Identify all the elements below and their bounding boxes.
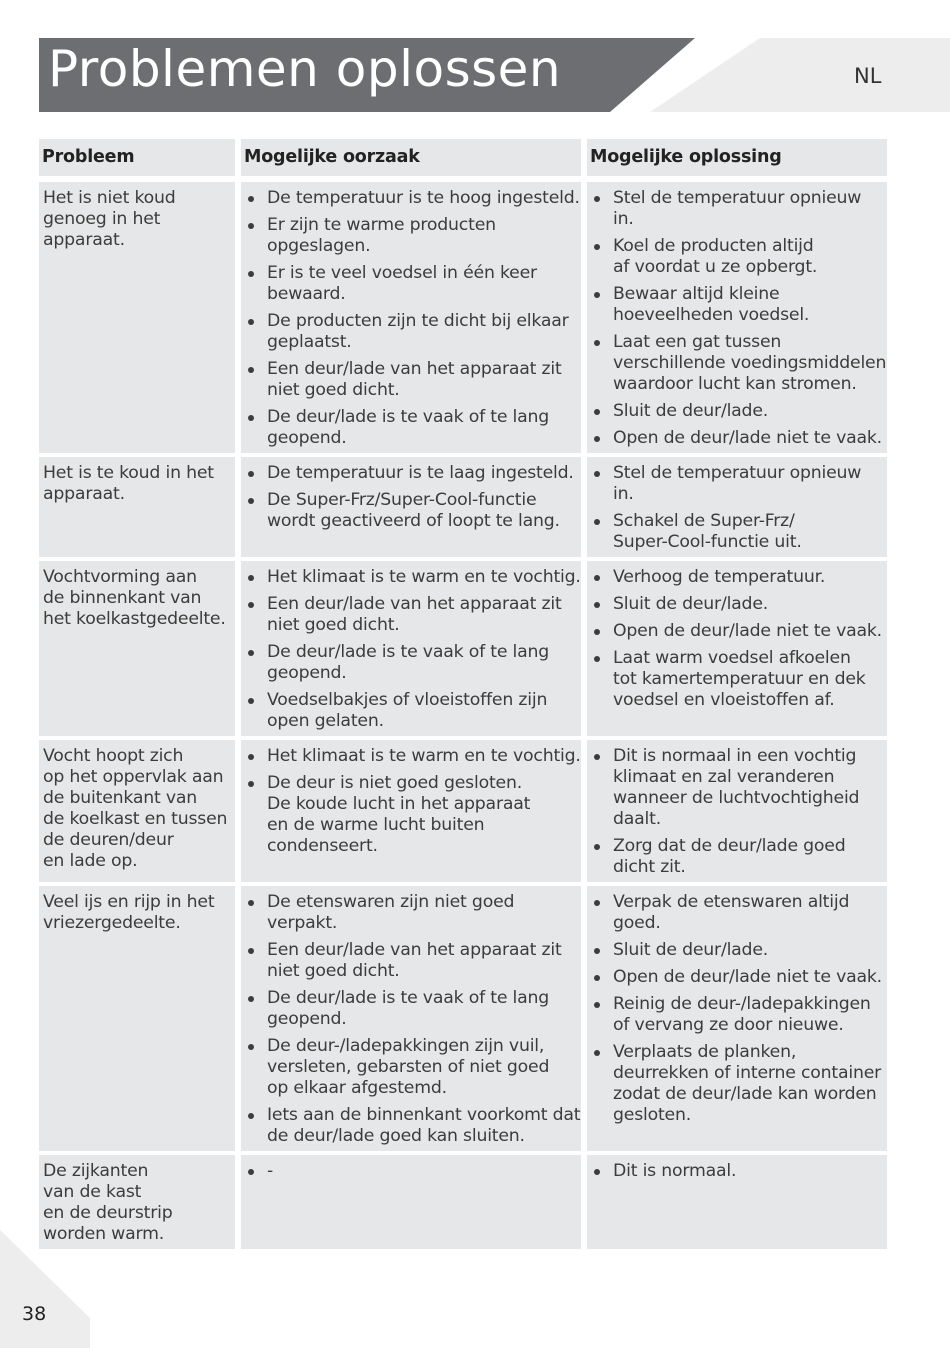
cause-item: Het klimaat is te warm en te vochtig. [245, 746, 581, 767]
cause-cell [241, 182, 581, 453]
header-cause: Mogelijke oorzaak [241, 139, 581, 176]
cause-item: Een deur/lade van het apparaat zit niet goed dicht. [245, 940, 581, 982]
solution-item: Verpak de etenswaren altijd goed. [591, 892, 887, 934]
solution-item: Sluit de deur/lade. [591, 940, 887, 961]
problem-text: Vochtvorming aan de binnenkant van het koelkastgedeelte. [43, 567, 226, 629]
cause-item: De deur-/ladepakkingen zijn vuil, versleten, gebarsten of niet goed op elkaar afgestemd. [245, 1036, 581, 1099]
solution-item: Verplaats de planken, deurrekken of interne container zodat de deur/lade kan worden gesloten. [591, 1042, 887, 1126]
cause-item: - [245, 1161, 581, 1182]
solution-item: Dit is normaal. [591, 1161, 887, 1182]
language-code: NL [854, 64, 882, 88]
solution-item: Stel de temperatuur opnieuw in. [591, 188, 887, 230]
cause-item: Er is te veel voedsel in één keer bewaard. [245, 263, 581, 305]
cause-item: Er zijn te warme producten opgeslagen. [245, 215, 581, 257]
problem-cell [39, 182, 235, 453]
problem-text: Veel ijs en rijp in het vriezergedeelte. [43, 892, 215, 933]
solution-item: Open de deur/lade niet te vaak. [591, 428, 887, 449]
cause-cell [241, 886, 581, 1151]
cause-item: Voedselbakjes of vloeistoffen zijn open gelaten. [245, 690, 581, 732]
solution-item: Laat warm voedsel afkoelen tot kamertemperatuur en dek voedsel en vloeistoffen af. [591, 648, 887, 711]
solution-item: Koel de producten altijd af voordat u ze opbergt. [591, 236, 887, 278]
cause-item: Iets aan de binnenkant voorkomt dat de deur/lade goed kan sluiten. [245, 1105, 581, 1147]
cause-item: De Super-Frz/Super-Cool-functie wordt geactiveerd of loopt te lang. [245, 490, 581, 532]
header-problem: Probleem [39, 139, 235, 176]
solution-item: Open de deur/lade niet te vaak. [591, 967, 887, 988]
table-row [39, 182, 887, 453]
table-row [39, 886, 887, 1151]
cause-cell [241, 740, 581, 882]
cause-item: Een deur/lade van het apparaat zit niet goed dicht. [245, 359, 581, 401]
cause-item: De deur/lade is te vaak of te lang geopend. [245, 642, 581, 684]
cause-item: De deur/lade is te vaak of te lang geopend. [245, 407, 581, 449]
solution-item: Laat een gat tussen verschillende voedingsmiddelen waardoor lucht kan stromen. [591, 332, 887, 395]
header-solution: Mogelijke oplossing [587, 139, 887, 176]
solution-item: Verhoog de temperatuur. [591, 567, 887, 588]
solution-item: Bewaar altijd kleine hoeveelheden voedsel. [591, 284, 887, 326]
table-row [39, 561, 887, 736]
cause-item: De deur is niet goed gesloten. De koude lucht in het apparaat en de warme lucht buiten condenseert. [245, 773, 581, 857]
corner-tab-shape [0, 1230, 90, 1348]
table-row [39, 457, 887, 557]
page-number: 38 [22, 1303, 47, 1325]
problem-text: Het is niet koud genoeg in het apparaat. [43, 188, 176, 250]
solution-item: Stel de temperatuur opnieuw in. [591, 463, 887, 505]
solution-item: Sluit de deur/lade. [591, 594, 887, 615]
table-row [39, 1155, 887, 1249]
table-row [39, 740, 887, 882]
corner-tab [0, 1230, 90, 1348]
table-body [39, 182, 887, 1249]
solution-item: Schakel de Super-Frz/ Super-Cool-functie uit. [591, 511, 887, 553]
problem-text: Vocht hoopt zich op het oppervlak aan de buitenkant van de koelkast en tussen de deuren/deur en lade op. [43, 746, 228, 871]
cause-item: De temperatuur is te hoog ingesteld. [245, 188, 581, 209]
problem-cell [39, 561, 235, 736]
solution-cell [587, 182, 887, 453]
cause-cell [241, 1155, 581, 1249]
solution-item: Open de deur/lade niet te vaak. [591, 621, 887, 642]
solution-cell [587, 740, 887, 882]
problem-cell [39, 457, 235, 557]
solution-item: Zorg dat de deur/lade goed dicht zit. [591, 836, 887, 878]
cause-item: De deur/lade is te vaak of te lang geopend. [245, 988, 581, 1030]
solution-item: Dit is normaal in een vochtig klimaat en zal veranderen wanneer de luchtvochtigheid daalt. [591, 746, 887, 830]
solution-cell [587, 457, 887, 557]
cause-item: De etenswaren zijn niet goed verpakt. [245, 892, 581, 934]
cause-item: De temperatuur is te laag ingesteld. [245, 463, 581, 484]
troubleshooting-table [39, 139, 887, 1253]
problem-text: De zijkanten van de kast en de deurstrip worden warm. [43, 1161, 173, 1244]
cause-cell [241, 561, 581, 736]
solution-cell [587, 886, 887, 1151]
solution-cell [587, 1155, 887, 1249]
problem-cell [39, 740, 235, 882]
solution-cell [587, 561, 887, 736]
cause-item: De producten zijn te dicht bij elkaar geplaatst. [245, 311, 581, 353]
header-accent-shape [650, 38, 950, 112]
table-header-row [39, 139, 887, 176]
cause-item: Een deur/lade van het apparaat zit niet goed dicht. [245, 594, 581, 636]
solution-item: Sluit de deur/lade. [591, 401, 887, 422]
cause-item: Het klimaat is te warm en te vochtig. [245, 567, 581, 588]
page-title: Problemen oplossen [48, 40, 562, 98]
solution-item: Reinig de deur-/ladepakkingen of vervang ze door nieuwe. [591, 994, 887, 1036]
cause-cell [241, 457, 581, 557]
problem-cell [39, 886, 235, 1151]
problem-text: Het is te koud in het apparaat. [43, 463, 214, 504]
